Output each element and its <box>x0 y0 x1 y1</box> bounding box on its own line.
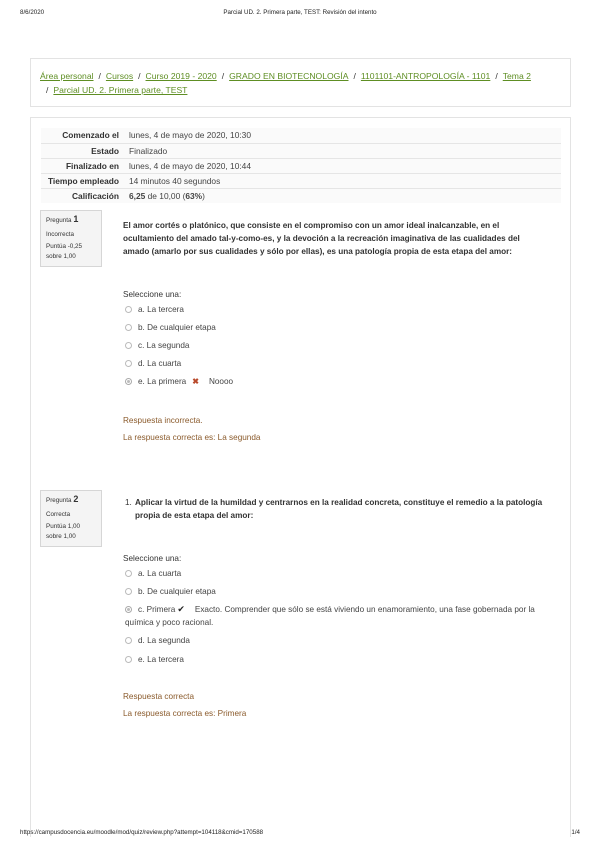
summary-row <box>41 173 561 188</box>
question-1-text: El amor cortés o platónico, que consiste en el compromiso con un amor ideal inalcanzable, en el ocultamiento del amado tal-y-como-es, y la devoción a la recreación imaginativa de las cualidades del amado (amarlo por sus cualidades y sólo por ellas), es una patología propia de esta etapa del amor: <box>123 221 520 256</box>
answer-option[interactable]: b. De cualquier etapa <box>125 321 216 334</box>
grade-value: 6,25 de 10,00 (63%) <box>125 188 561 203</box>
radio-icon[interactable] <box>125 637 132 644</box>
breadcrumb-cursos[interactable]: Cursos <box>105 71 134 81</box>
summary-value: 14 minutos 40 segundos <box>125 173 561 188</box>
summary-row <box>41 128 561 143</box>
radio-checked-icon[interactable] <box>125 606 132 613</box>
radio-icon[interactable] <box>125 656 132 663</box>
option-feedback: Exacto. Comprender que sólo se está viviendo un enamoramiento, una fase gobernada por la química y poco racional. <box>125 605 535 627</box>
answer-option[interactable]: a. La cuarta <box>125 567 181 580</box>
radio-icon[interactable] <box>125 324 132 331</box>
summary-row <box>41 143 561 158</box>
summary-label: Tiempo empleado <box>41 173 125 188</box>
question-state: Incorrecta <box>46 230 74 238</box>
print-title: Parcial UD. 2. Primera parte, TEST: Revisión del intento <box>223 9 377 16</box>
answer-option[interactable]: d. La segunda <box>125 634 190 647</box>
attempt-summary-table <box>41 128 561 203</box>
radio-icon[interactable] <box>125 570 132 577</box>
question-number: 1 <box>73 214 79 224</box>
answer-option[interactable]: c. La segunda <box>125 339 189 352</box>
breadcrumb: Área personal / Cursos / Curso 2019 - 2020 / GRADO EN BIOTECNOLOGÍA / 1101101-ANTROPOLOGÍA - 1101 / Tema 2 / Parcial UD. 2. Primera parte, TEST <box>30 58 571 107</box>
print-url: https://campusdocencia.eu/moodle/mod/quiz/review.php?attempt=104118&cmid=170588 <box>20 829 264 836</box>
correct-answer-text: La respuesta correcta es: La segunda <box>123 433 261 442</box>
question-grade: Puntúa 1,00 sobre 1,00 <box>46 523 80 540</box>
breadcrumb-curso[interactable]: Curso 2019 - 2020 <box>145 71 217 81</box>
answer-option[interactable]: b. De cualquier etapa <box>125 585 216 598</box>
summary-value: lunes, 4 de mayo de 2020, 10:30 <box>125 128 561 143</box>
summary-value: lunes, 4 de mayo de 2020, 10:44 <box>125 158 561 173</box>
radio-checked-icon[interactable] <box>125 378 132 385</box>
summary-row <box>41 188 561 203</box>
breadcrumb-tema[interactable]: Tema 2 <box>502 71 531 81</box>
select-one-prompt: Seleccione una: <box>123 554 182 563</box>
print-footer <box>20 829 580 839</box>
question-grade: Puntúa -0,25 sobre 1,00 <box>46 243 83 260</box>
question-state: Correcta <box>46 510 71 518</box>
question-feedback: Respuesta correcta <box>123 692 194 701</box>
question-list-number: 1. <box>125 498 132 507</box>
answer-option-selected[interactable]: c. Primera ✔ Exacto. Comprender que sólo se está viviendo un enamoramiento, una fase gobernada por la química y poco racional. <box>125 604 535 627</box>
answer-option[interactable]: d. La cuarta <box>125 357 181 370</box>
summary-label: Estado <box>41 143 125 158</box>
print-header <box>20 9 580 19</box>
summary-label: Finalizado en <box>41 158 125 173</box>
breadcrumb-area-personal[interactable]: Área personal <box>40 71 94 81</box>
summary-row <box>41 158 561 173</box>
incorrect-x-icon: ✖ <box>192 377 199 386</box>
correct-check-icon: ✔ <box>177 604 185 614</box>
answer-option[interactable]: e. La tercera <box>125 653 184 666</box>
summary-label: Comenzado el <box>41 128 125 143</box>
answer-option[interactable]: a. La tercera <box>125 303 184 316</box>
print-date: 8/6/2020 <box>20 9 45 16</box>
summary-value: Finalizado <box>125 143 561 158</box>
answer-option-selected[interactable]: e. La primera ✖ Noooo <box>125 375 233 388</box>
question-1-info: Pregunta 1 Incorrecta Puntúa -0,25 sobre 1,00 <box>40 210 102 267</box>
select-one-prompt: Seleccione una: <box>123 290 182 299</box>
question-feedback: Respuesta incorrecta. <box>123 416 203 425</box>
summary-label: Calificación <box>41 188 125 203</box>
radio-icon[interactable] <box>125 360 132 367</box>
breadcrumb-grado[interactable]: GRADO EN BIOTECNOLOGÍA <box>229 71 349 81</box>
option-feedback: Noooo <box>208 377 234 386</box>
correct-answer-text: La respuesta correcta es: Primera <box>123 709 247 718</box>
print-page-number: 1/4 <box>571 829 580 836</box>
quiz-review-region <box>30 117 571 837</box>
radio-icon[interactable] <box>125 306 132 313</box>
question-number: 2 <box>73 494 79 504</box>
radio-icon[interactable] <box>125 342 132 349</box>
radio-icon[interactable] <box>125 588 132 595</box>
question-2-info: Pregunta 2 Correcta Puntúa 1,00 sobre 1,00 <box>40 490 102 547</box>
breadcrumb-parcial[interactable]: Parcial UD. 2. Primera parte, TEST <box>53 85 188 95</box>
question-2-text: 1. Aplicar la virtud de la humildad y centrarnos en la realidad concreta, constituye el remedio a la patología propia de esta etapa del amor: <box>125 498 543 520</box>
breadcrumb-asignatura[interactable]: 1101101-ANTROPOLOGÍA - 1101 <box>360 71 491 81</box>
